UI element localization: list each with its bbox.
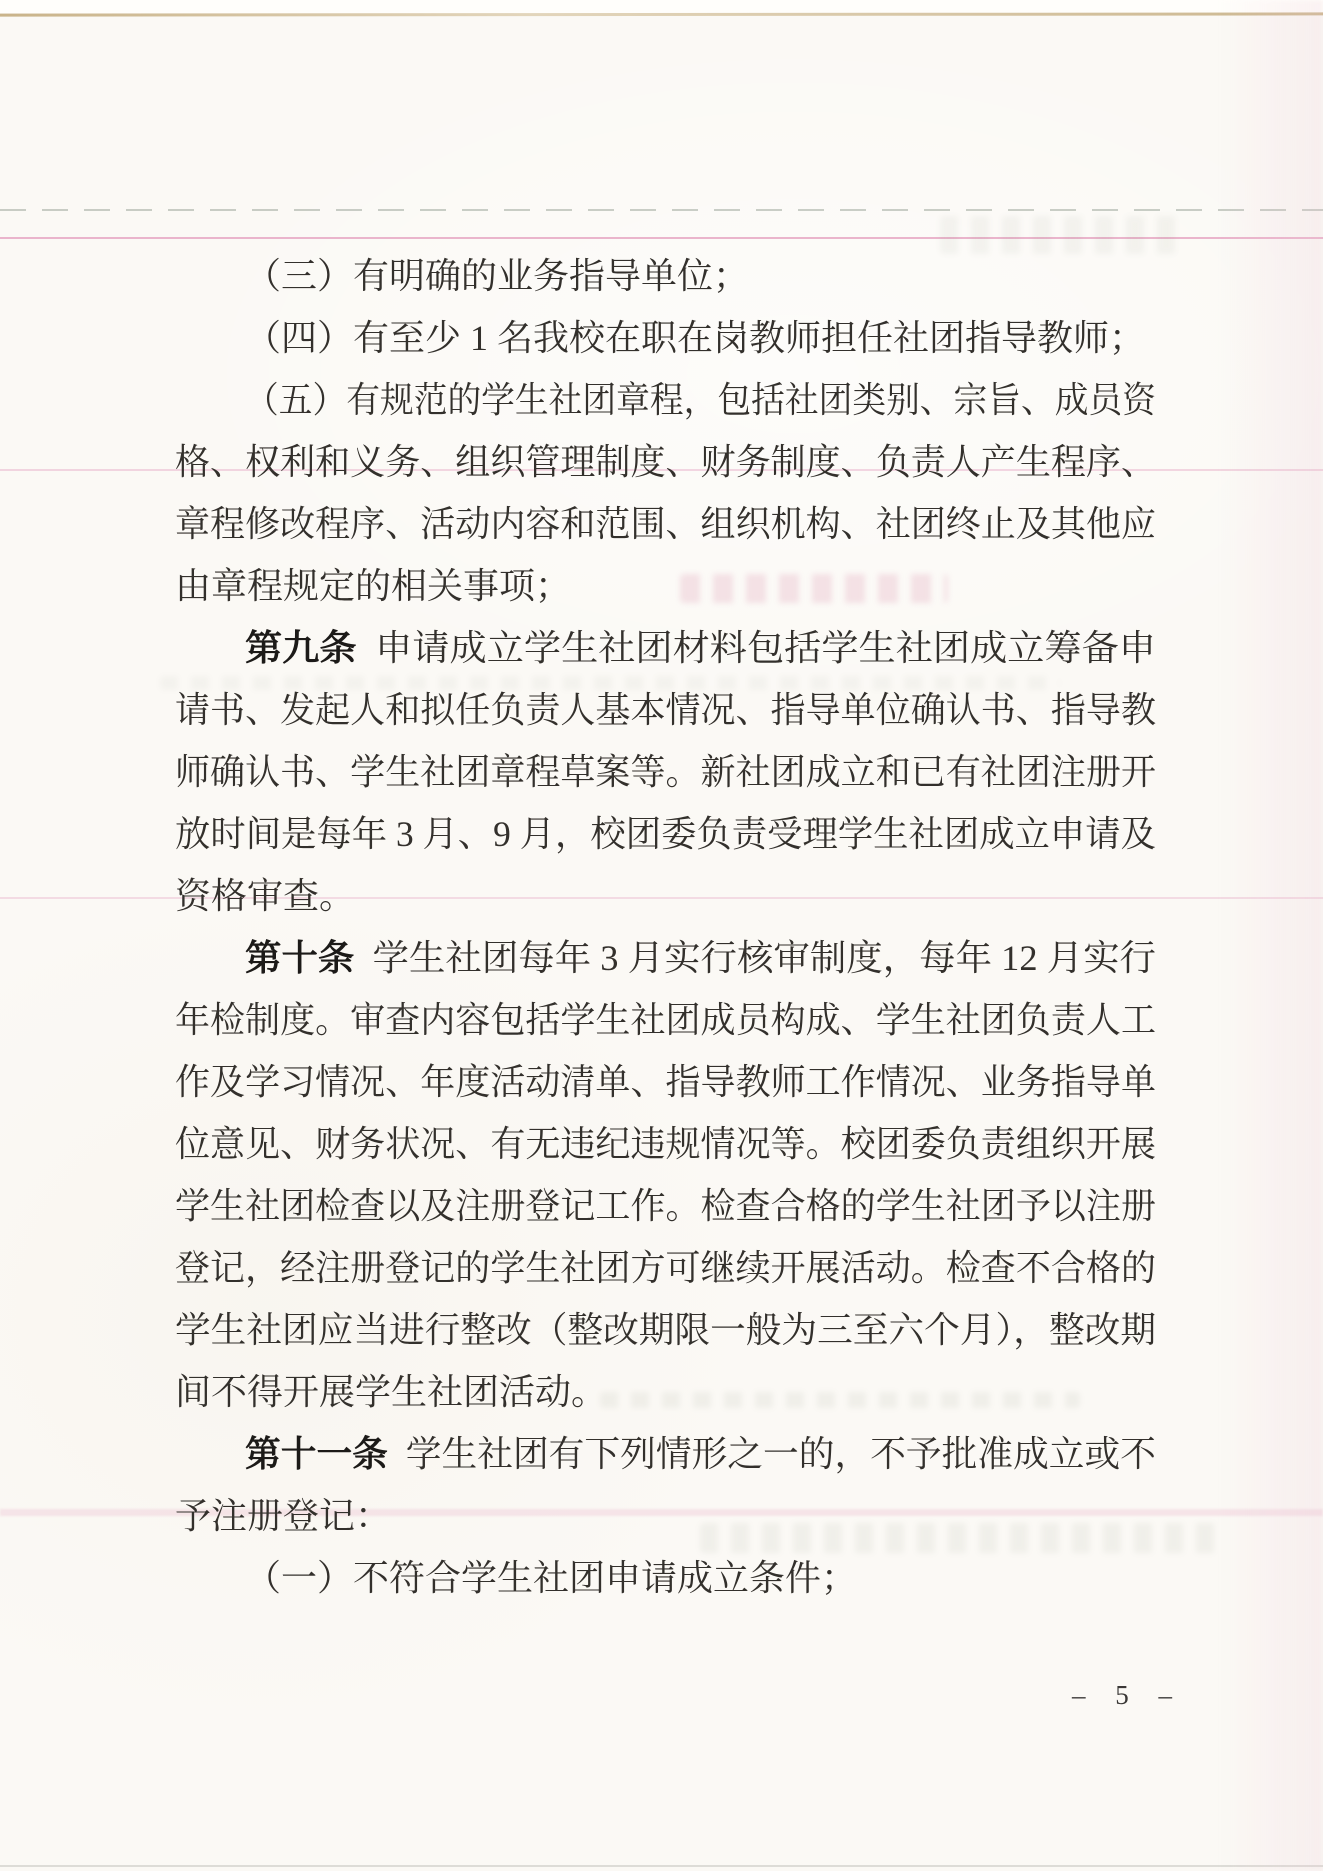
text-line-content: 放时间是每年 3 月、9 月，校团委负责受理学生社团成立申请及 [175,814,1156,854]
document-body [175,245,1156,1609]
text-line-content: 第九条 申请成立学生社团材料包括学生社团成立筹备申 [245,628,1156,668]
text-line-content: 登记，经注册登记的学生社团方可继续开展活动。检查不合格的 [175,1248,1156,1288]
text-line [175,989,1156,1051]
text-line-content: 格、权利和义务、组织管理制度、财务制度、负责人产生程序、 [175,442,1156,482]
text-line [175,1113,1156,1175]
text-line-content: 师确认书、学生社团章程草案等。新社团成立和已有社团注册开 [175,752,1156,792]
text-line-content: 学生社团检查以及注册登记工作。检查合格的学生社团予以注册 [175,1186,1156,1226]
text-line [175,1547,1156,1609]
text-line [175,245,1156,307]
text-line-content: （三）有明确的业务指导单位； [245,256,750,296]
text-line-content: 予注册登记： [175,1496,392,1536]
text-line-content: 作及学习情况、年度活动清单、指导教师工作情况、业务指导单 [175,1062,1156,1102]
text-line-content: 章程修改程序、活动内容和范围、组织机构、社团终止及其他应 [175,504,1156,544]
text-line [175,431,1156,493]
text-line-content: （一）不符合学生社团申请成立条件； [245,1558,858,1598]
text-line [175,307,1156,369]
text-line-content: 位意见、财务状况、有无违纪违规情况等。校团委负责组织开展 [175,1124,1156,1164]
article-number: 第十一条 [245,1434,388,1474]
text-line [175,679,1156,741]
text-line [175,617,1156,679]
scan-bottom-edge-line [0,1865,1323,1867]
text-line [175,865,1156,927]
text-line [175,927,1156,989]
scan-paper-edge-line [0,12,1323,16]
text-line [175,1485,1156,1547]
text-line [175,1299,1156,1361]
text-line [175,803,1156,865]
text-line [175,1237,1156,1299]
text-line-content: 资格审查。 [175,876,356,916]
text-line [175,1361,1156,1423]
text-line-content: 由章程规定的相关事项； [175,566,572,606]
text-line [175,369,1156,431]
scan-edge-shading [1218,0,1323,1871]
text-line-content: 第十条 学生社团每年 3 月实行核审制度，每年 12 月实行 [245,938,1156,978]
text-line [175,741,1156,803]
page-number: – 5 – [1072,1680,1179,1710]
text-line [175,1423,1156,1485]
text-line [175,493,1156,555]
article-number: 第九条 [245,628,357,668]
text-line-content: 学生社团应当进行整改（整改期限一般为三至六个月），整改期 [175,1310,1156,1350]
ruled-line-gray [0,209,1323,211]
text-line-content: （五）有规范的学生社团章程，包括社团类别、宗旨、成员资 [245,380,1156,420]
text-line-content: 年检制度。审查内容包括学生社团成员构成、学生社团负责人工 [175,1000,1156,1040]
text-line [175,555,1156,617]
text-line-content: 间不得开展学生社团活动。 [175,1372,608,1412]
text-line-content: 第十一条 学生社团有下列情形之一的，不予批准成立或不 [245,1434,1156,1474]
scan-top-margin [0,0,1323,13]
text-line [175,1051,1156,1113]
text-line-content: （四）有至少 1 名我校在职在岗教师担任社团指导教师； [245,318,1146,358]
article-number: 第十条 [245,938,355,978]
text-line [175,1175,1156,1237]
text-line-content: 请书、发起人和拟任负责人基本情况、指导单位确认书、指导教 [175,690,1156,730]
